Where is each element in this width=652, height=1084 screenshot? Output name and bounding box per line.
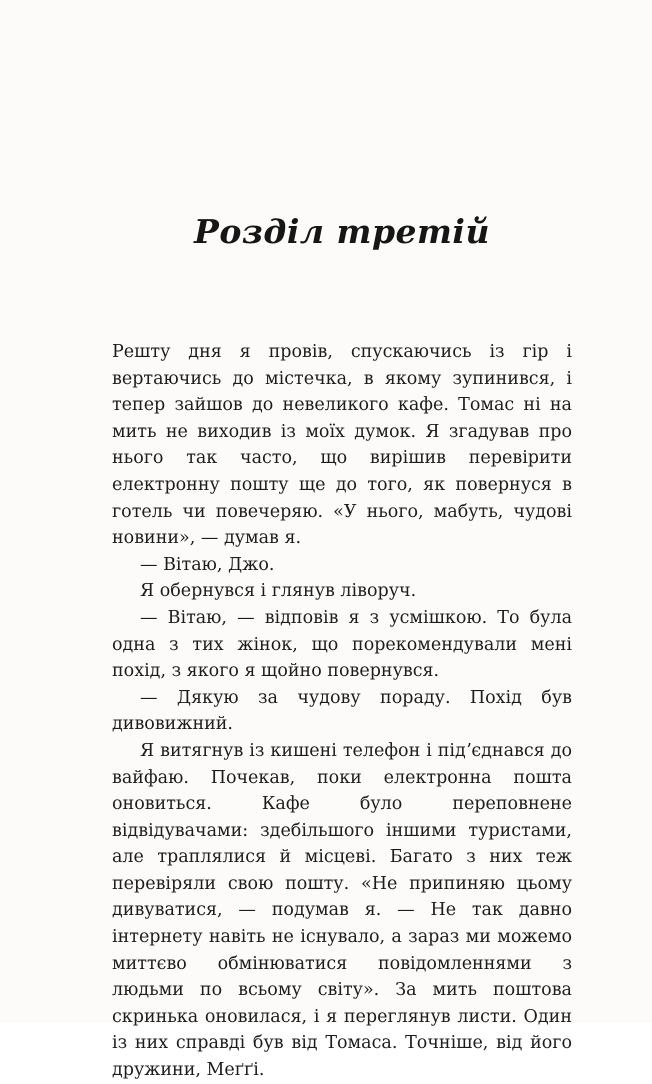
paragraph-dialogue: — Вітаю, — відповів я з усмішкою. То була одна з тих жінок, що порекомендували мені похід, з якого я щойно повернувся. bbox=[112, 607, 572, 682]
paragraph-dialogue: — Дякую за чудову пораду. Похід був дивовижний. bbox=[112, 687, 572, 735]
chapter-title: Розділ третій bbox=[194, 212, 490, 251]
paragraph: Решту дня я провів, спускаючись із гір і вертаючись до містечка, в якому зупинився, і тепер зайшов до невеликого кафе. Томас ні на мить не виходив із моїх думок. Я згадував про нього так часто, що вирішив перевірити електронну пошту ще до того, як повернуся в готель чи повечеряю. «У нього, мабуть, чудові новини», — думав я. bbox=[112, 342, 572, 549]
chapter-body bbox=[112, 339, 572, 1084]
paragraph-dialogue: — Вітаю, Джо. bbox=[140, 554, 275, 575]
text-column bbox=[112, 0, 572, 1084]
paragraph: Я витягнув із кишені телефон і підʼєднався до вайфаю. Почекав, поки електронна пошта оновиться. Кафе було переповнене відвідувачами: здебільшого іншими туристами, але траплялися й місцеві. Багато з них теж перевіряли свою пошту. «Не припиняю цьому дивуватися, — подумав я. — Не так давно інтернету навіть не існувало, а зараз ми можемо миттєво обмінюватися повідомленнями з людьми по всьому світу». За мить поштова скринька оновилася, і я переглянув листи. Один із них справді був від Томаса. Точніше, від його дружини, Меґґі. bbox=[112, 740, 572, 1081]
paragraph: Я обернувся і глянув ліворуч. bbox=[140, 581, 417, 602]
